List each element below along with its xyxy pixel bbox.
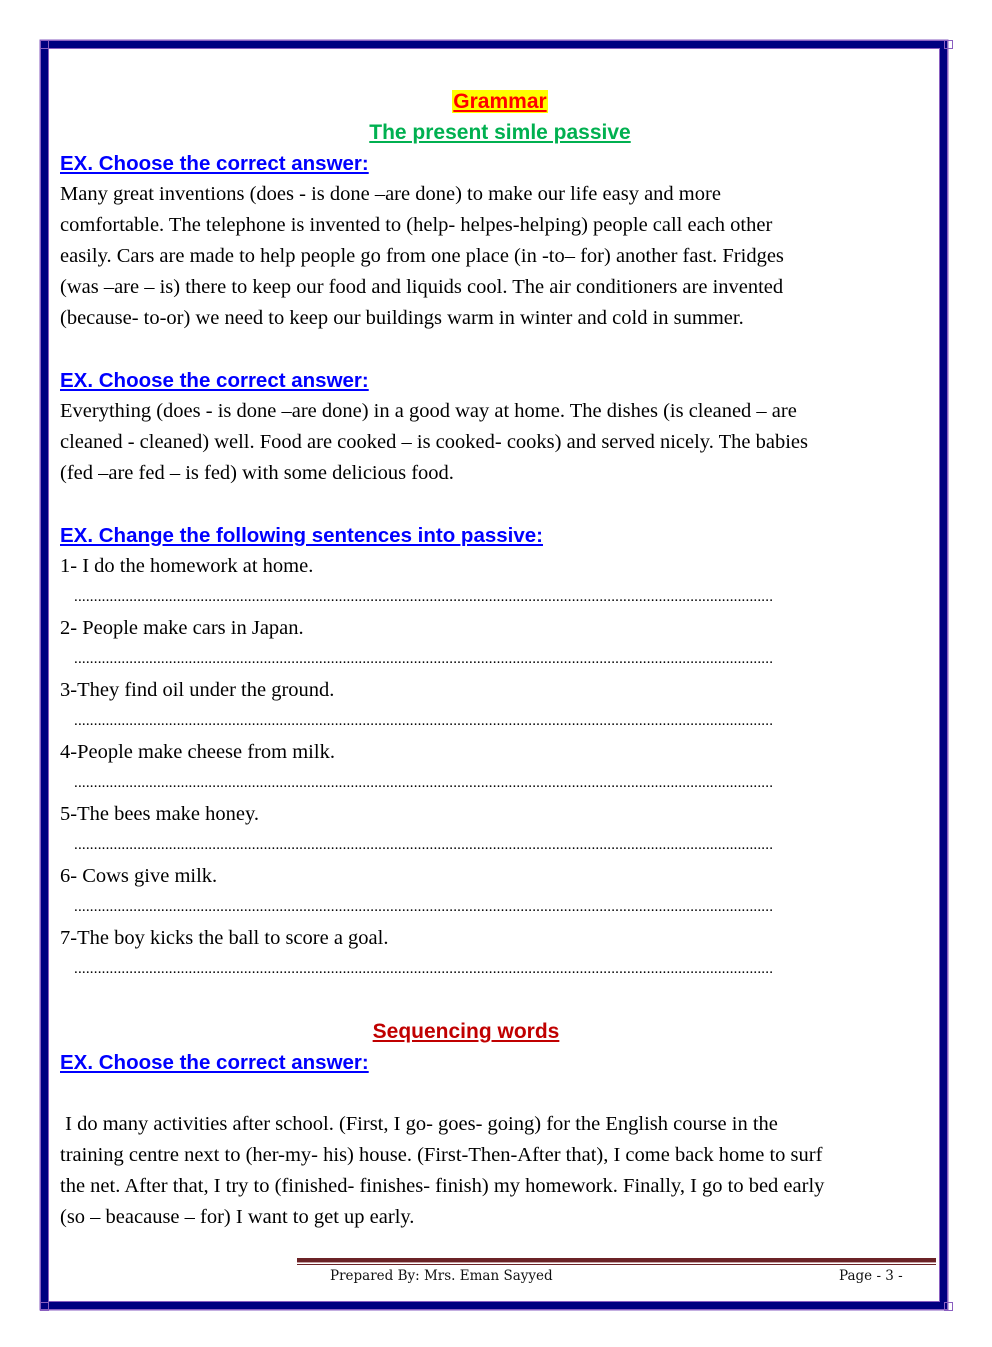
paragraph-line: (so – beacause – for) I want to get up early. [60,1206,415,1228]
footer-author: Prepared By: Mrs. Eman Sayyed [330,1268,553,1284]
paragraph-line: training centre next to (her-my- his) house. (First-Then-After that), I come back home to surf [60,1144,823,1166]
exercise1-heading: EX. Choose the correct answer: [60,152,369,175]
exercise3-list [60,551,940,985]
border-corner-ornament [40,1302,49,1311]
paragraph-line: cleaned - cleaned) well. Food are cooked – is cooked- cooks) and served nicely. The babies [60,431,808,453]
exercise1-paragraph [60,179,940,334]
border-corner-ornament [944,40,953,49]
exercise4-heading: EX. Choose the correct answer: [60,1051,369,1074]
exercise3-heading: EX. Change the following sentences into passive: [60,524,543,547]
answer-line[interactable]: ................................................................................................................................................................................. [74,775,774,791]
answer-line[interactable]: ................................................................................................................................................................................. [74,899,774,915]
footer-divider [297,1258,936,1263]
list-item: 7-The boy kicks the ball to score a goal. [60,927,389,949]
exercise2-paragraph [60,396,940,489]
answer-line[interactable]: ................................................................................................................................................................................. [74,837,774,853]
list-item: 6- Cows give milk. [60,865,218,887]
list-item: 5-The bees make honey. [60,803,260,825]
list-item: 3-They find oil under the ground. [60,679,335,701]
exercise2-heading: EX. Choose the correct answer: [60,369,369,392]
paragraph-line: I do many activities after school. (First, I go- goes- going) for the English course in the [60,1113,778,1135]
answer-line[interactable]: ................................................................................................................................................................................. [74,589,774,605]
list-item: 4-People make cheese from milk. [60,741,335,763]
paragraph-line: easily. Cars are made to help people go from one place (in -to– for) another fast. Fridges [60,245,784,267]
list-item: 2- People make cars in Japan. [60,617,304,639]
paragraph-line: (fed –are fed – is fed) with some delicious food. [60,462,454,484]
section-subtitle: The present simle passive [369,121,631,144]
answer-line[interactable]: ................................................................................................................................................................................. [74,713,774,729]
answer-line[interactable]: ................................................................................................................................................................................. [74,961,774,977]
paragraph-line: comfortable. The telephone is invented to (help- helpes-helping) people call each other [60,214,773,236]
border-corner-ornament [944,1302,953,1311]
list-item: 1- I do the homework at home. [60,555,314,577]
paragraph-line: the net. After that, I try to (finished- finishes- finish) my homework. Finally, I go to bed early [60,1175,825,1197]
section-title-sequencing: Sequencing words [372,1020,560,1043]
border-corner-ornament [40,40,49,49]
section-title-grammar: Grammar [453,90,547,113]
exercise4-paragraph [60,1109,940,1233]
answer-line[interactable]: ................................................................................................................................................................................. [74,651,774,667]
paragraph-line: Many great inventions (does - is done –are done) to make our life easy and more [60,183,721,205]
paragraph-line: (was –are – is) there to keep our food and liquids cool. The air conditioners are invented [60,276,784,298]
worksheet-content [60,86,940,1233]
footer-page-number: Page - 3 - [839,1268,903,1284]
paragraph-line: Everything (does - is done –are done) in a good way at home. The dishes (is cleaned – are [60,400,797,422]
paragraph-line: (because- to-or) we need to keep our buildings warm in winter and cold in summer. [60,307,744,329]
